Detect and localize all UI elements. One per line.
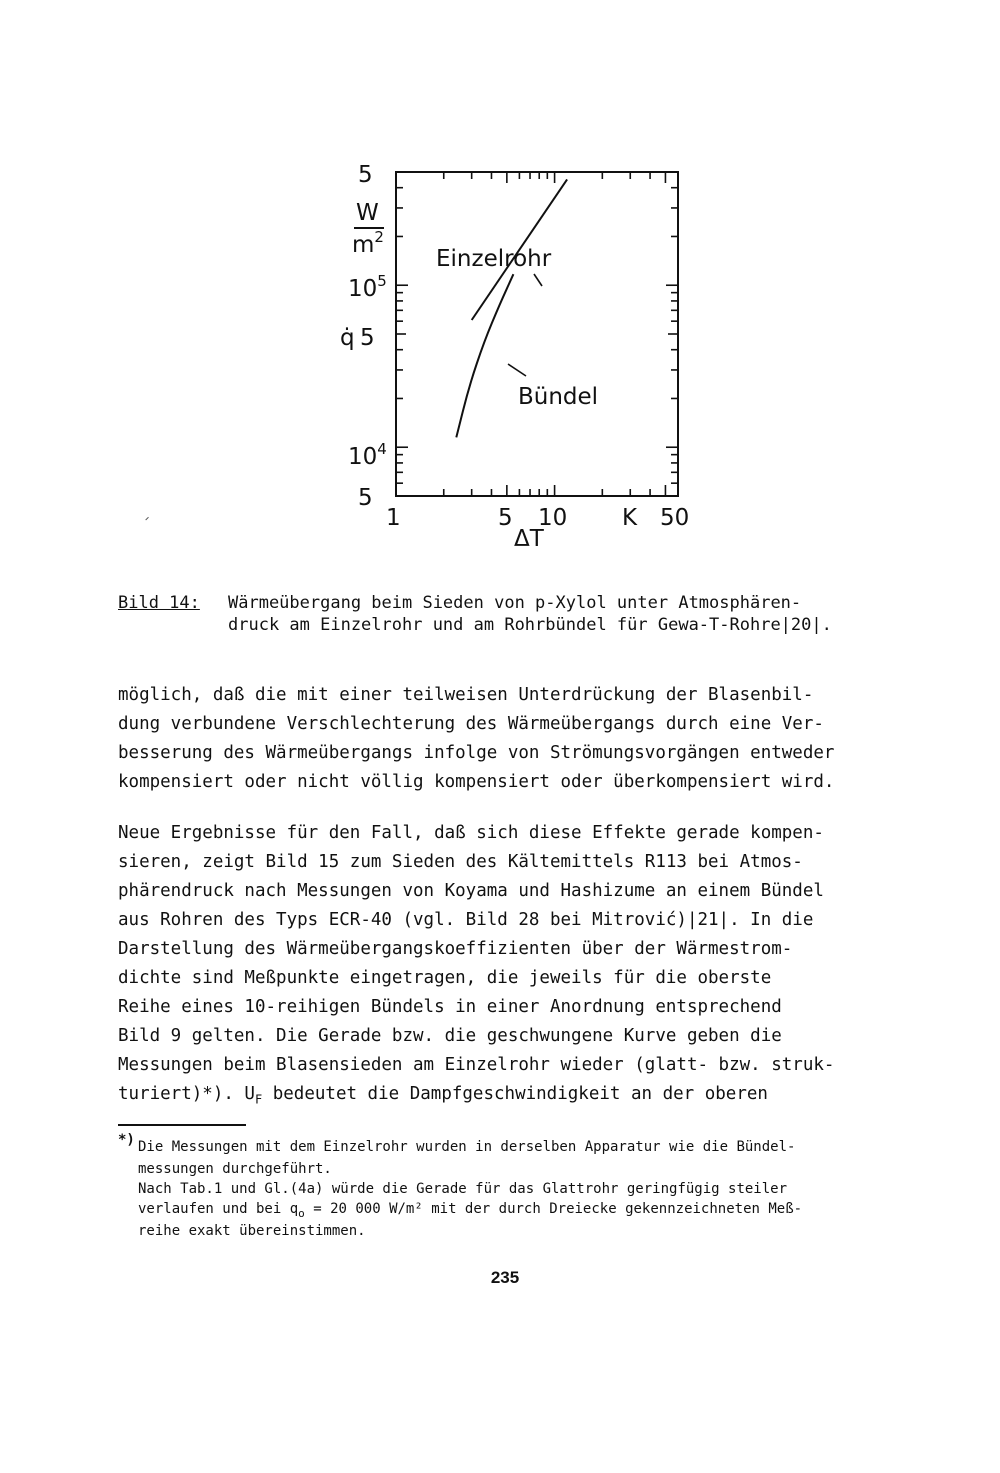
text-line: Reihe eines 10-reihigen Bündels in einer Anordnung entsprechend <box>118 997 782 1017</box>
footnote-line: Nach Tab.1 und Gl.(4a) würde die Gerade für das Glattrohr geringfügig steiler <box>138 1181 788 1197</box>
footnote-marker: *) <box>118 1132 135 1148</box>
y-axis-symbol-qdot: q̇ <box>340 325 355 351</box>
leader-line-buendel <box>508 364 526 376</box>
text-line: kompensiert oder nicht völlig kompensiert oder überkompensiert wird. <box>118 772 835 792</box>
text-line: Messungen beim Blasensieden am Einzelrohr wieder (glatt- bzw. struk- <box>118 1055 835 1075</box>
caption-label: Bild 14: <box>118 593 200 613</box>
caption-line: Wärmeübergang beim Sieden von p-Xylol unter Atmosphären- <box>228 593 802 613</box>
text-line: Bild 9 gelten. Die Gerade bzw. die geschwungene Kurve geben die <box>118 1026 782 1046</box>
footnote-line: Die Messungen mit dem Einzelrohr wurden in derselben Apparatur wie die Bündel- <box>138 1139 796 1155</box>
page-number: 235 <box>490 1268 520 1287</box>
footnote-divider <box>118 1124 246 1126</box>
footnote-line: reihe exakt übereinstimmen. <box>138 1223 366 1239</box>
text-line: aus Rohren des Typs ECR-40 (vgl. Bild 28 bei Mitrović)|21|. In die <box>118 910 814 930</box>
scan-artifact-mark <box>145 517 151 523</box>
y-unit-numerator: W <box>356 200 379 226</box>
text-line: möglich, daß die mit einer teilweisen Unterdrückung der Blasenbil- <box>118 685 814 705</box>
caption-line: druck am Einzelrohr und am Rohrbündel für Gewa-T-Rohre|20|. <box>228 615 832 635</box>
text-line: dung verbundene Verschlechterung des Wärmeübergangs durch eine Ver- <box>118 714 824 734</box>
y-tick-5-bottom: 5 <box>358 485 373 511</box>
text-line: turiert)*). $U_F$ bedeutet die Dampfgeschwindigkeit an der oberen <box>118 1084 768 1107</box>
x-tick-1: 1 <box>386 505 401 531</box>
y-tick-1e5: $10^5$ <box>348 272 387 302</box>
x-axis-label: ΔT <box>514 526 544 552</box>
plot-frame <box>396 172 678 496</box>
x-tick-50: 50 <box>660 505 690 531</box>
text-line: sieren, zeigt Bild 15 zum Sieden des Kältemittels R113 bei Atmos- <box>118 852 803 872</box>
text-line: besserung des Wärmeübergangs infolge von Strömungsvorgängen entweder <box>118 743 835 763</box>
x-tick-5: 5 <box>498 505 513 531</box>
curve-label-buendel: Bündel <box>518 384 599 410</box>
series-line-buendel <box>456 274 513 437</box>
footnote-line: messungen durchgeführt. <box>138 1161 332 1177</box>
x-unit-k: K <box>622 505 638 531</box>
text-line: Neue Ergebnisse für den Fall, daß sich diese Effekte gerade kompen- <box>118 823 824 843</box>
leader-line-einzelrohr <box>534 274 542 286</box>
text-line: dichte sind Meßpunkte eingetragen, die jeweils für die oberste <box>118 968 772 988</box>
y-tick-1e4: $10^4$ <box>348 440 387 470</box>
text-line: Darstellung des Wärmeübergangskoeffizienten über der Wärmestrom- <box>118 939 793 959</box>
y-unit-denominator: $m^2$ <box>352 228 384 258</box>
y-tick-5-mid: 5 <box>360 325 375 351</box>
x-tick-10: 10 <box>538 505 568 531</box>
text-line: phärendruck nach Messungen von Koyama und Hashizume an einem Bündel <box>118 881 824 901</box>
curve-label-einzelrohr: Einzelrohr <box>436 246 552 272</box>
y-unit-top-five: 5 <box>358 162 373 188</box>
figure-14 <box>320 150 720 570</box>
footnote-line: verlaufen und bei $q_o = 20$ 000 W/m² mit der durch Dreiecke gekennzeichneten Meß- <box>138 1201 803 1220</box>
